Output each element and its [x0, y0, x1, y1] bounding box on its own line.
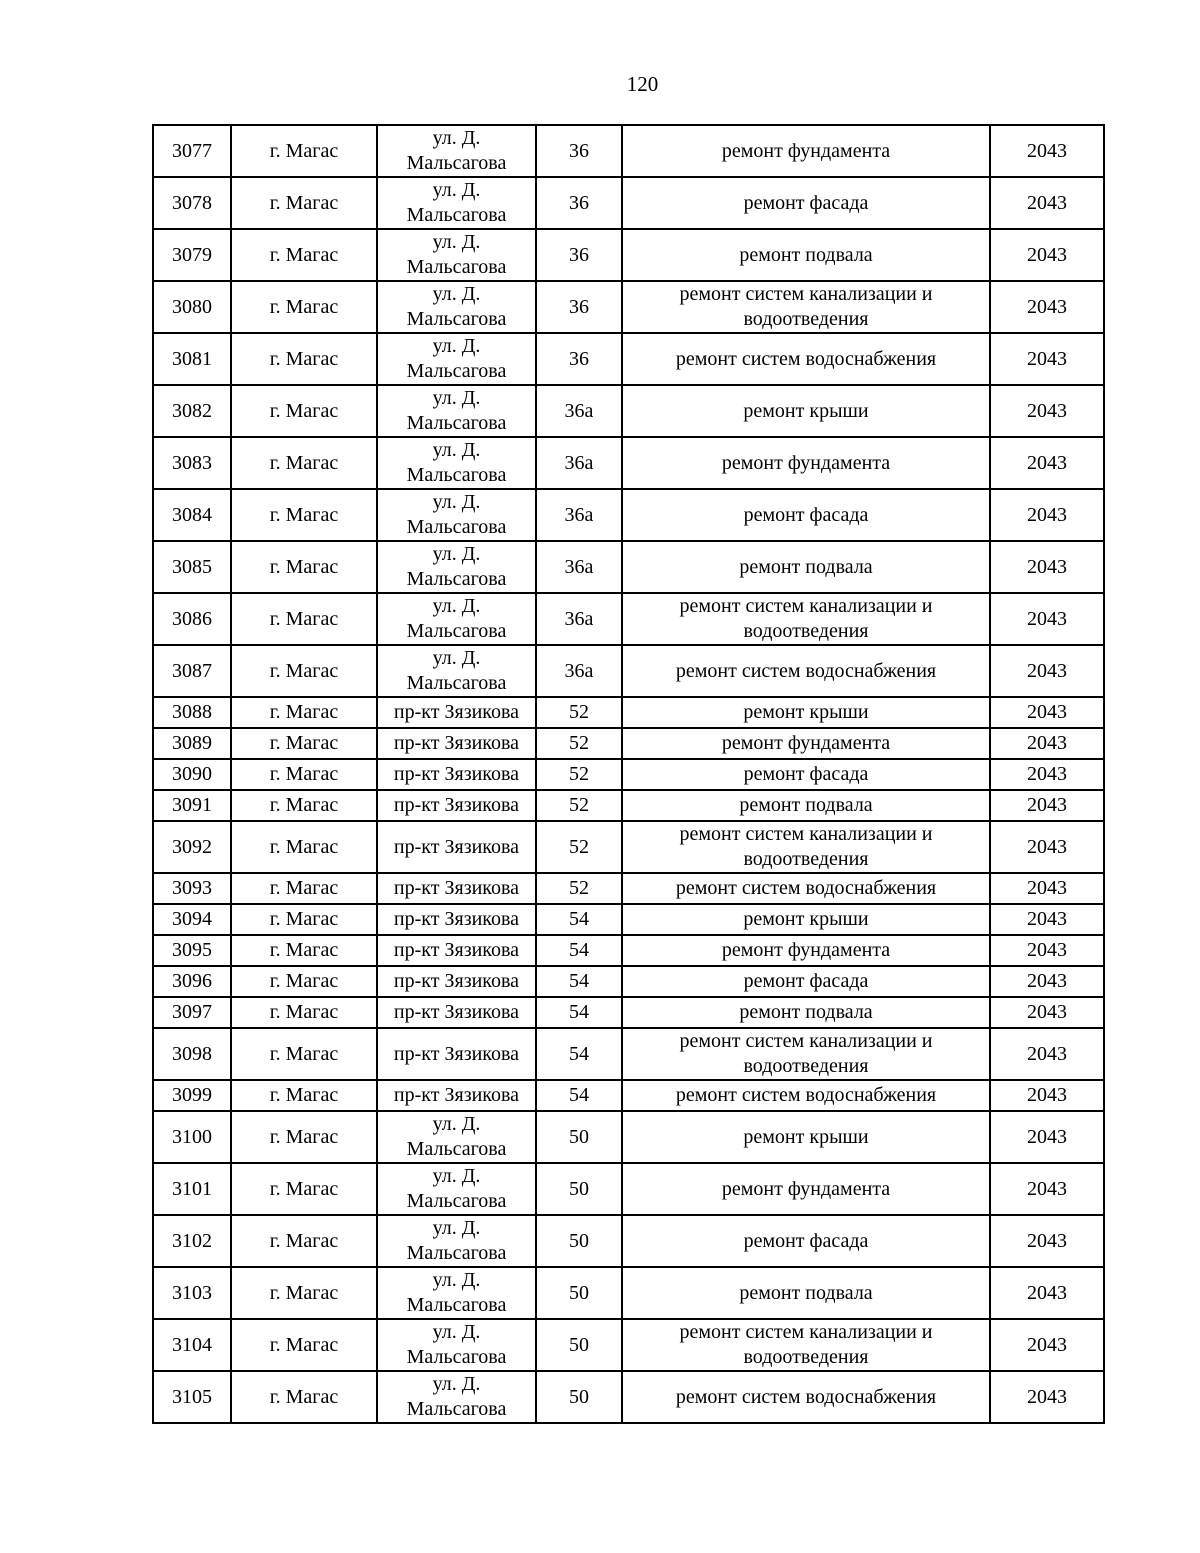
cell-number: 3086 [153, 593, 231, 645]
cell-year: 2043 [990, 1319, 1104, 1371]
table-row [153, 385, 1104, 437]
cell-number: 3105 [153, 1371, 231, 1423]
cell-year: 2043 [990, 1371, 1104, 1423]
cell-house: 36а [536, 593, 622, 645]
cell-work-type: ремонт фасада [622, 489, 990, 541]
cell-street: пр-кт Зязикова [377, 935, 536, 966]
cell-work-type: ремонт фундамента [622, 1163, 990, 1215]
cell-street: пр-кт Зязикова [377, 997, 536, 1028]
cell-year: 2043 [990, 821, 1104, 873]
cell-work-type: ремонт крыши [622, 1111, 990, 1163]
cell-street: ул. Д. Мальсагова [377, 645, 536, 697]
cell-year: 2043 [990, 645, 1104, 697]
cell-year: 2043 [990, 1267, 1104, 1319]
cell-number: 3103 [153, 1267, 231, 1319]
cell-number: 3097 [153, 997, 231, 1028]
cell-house: 54 [536, 997, 622, 1028]
cell-number: 3079 [153, 229, 231, 281]
page-number: 120 [626, 72, 659, 96]
cell-street: пр-кт Зязикова [377, 904, 536, 935]
table-row [153, 593, 1104, 645]
cell-street: ул. Д. Мальсагова [377, 1111, 536, 1163]
cell-house: 54 [536, 966, 622, 997]
cell-number: 3090 [153, 759, 231, 790]
table-row [153, 1163, 1104, 1215]
cell-work-type: ремонт фундамента [622, 728, 990, 759]
cell-work-type: ремонт систем водоснабжения [622, 333, 990, 385]
cell-year: 2043 [990, 790, 1104, 821]
cell-work-type: ремонт фасада [622, 1215, 990, 1267]
cell-number: 3089 [153, 728, 231, 759]
cell-year: 2043 [990, 593, 1104, 645]
cell-street: ул. Д. Мальсагова [377, 437, 536, 489]
cell-number: 3093 [153, 873, 231, 904]
table-row [153, 437, 1104, 489]
cell-year: 2043 [990, 437, 1104, 489]
cell-city: г. Магас [231, 1028, 377, 1080]
table-row [153, 821, 1104, 873]
cell-number: 3094 [153, 904, 231, 935]
cell-number: 3088 [153, 697, 231, 728]
cell-work-type: ремонт фундамента [622, 935, 990, 966]
cell-number: 3078 [153, 177, 231, 229]
cell-city: г. Магас [231, 385, 377, 437]
cell-city: г. Магас [231, 1267, 377, 1319]
cell-number: 3091 [153, 790, 231, 821]
cell-work-type: ремонт систем канализации и водоотведения [622, 821, 990, 873]
table-row [153, 997, 1104, 1028]
cell-city: г. Магас [231, 125, 377, 177]
cell-year: 2043 [990, 177, 1104, 229]
cell-number: 3096 [153, 966, 231, 997]
cell-number: 3100 [153, 1111, 231, 1163]
repair-works-table [152, 124, 1105, 1424]
cell-year: 2043 [990, 697, 1104, 728]
cell-street: пр-кт Зязикова [377, 1028, 536, 1080]
cell-house: 50 [536, 1371, 622, 1423]
table-row [153, 790, 1104, 821]
cell-house: 52 [536, 728, 622, 759]
cell-house: 50 [536, 1163, 622, 1215]
cell-street: ул. Д. Мальсагова [377, 541, 536, 593]
cell-city: г. Магас [231, 873, 377, 904]
cell-house: 50 [536, 1267, 622, 1319]
table-row [153, 759, 1104, 790]
cell-number: 3104 [153, 1319, 231, 1371]
table-row [153, 489, 1104, 541]
cell-work-type: ремонт подвала [622, 229, 990, 281]
cell-city: г. Магас [231, 935, 377, 966]
cell-year: 2043 [990, 1111, 1104, 1163]
cell-city: г. Магас [231, 281, 377, 333]
cell-work-type: ремонт подвала [622, 541, 990, 593]
cell-work-type: ремонт фасада [622, 759, 990, 790]
cell-year: 2043 [990, 125, 1104, 177]
cell-work-type: ремонт фундамента [622, 437, 990, 489]
cell-street: пр-кт Зязикова [377, 697, 536, 728]
cell-city: г. Магас [231, 541, 377, 593]
table-row [153, 645, 1104, 697]
cell-number: 3080 [153, 281, 231, 333]
cell-number: 3081 [153, 333, 231, 385]
cell-house: 36 [536, 333, 622, 385]
cell-number: 3087 [153, 645, 231, 697]
cell-city: г. Магас [231, 1080, 377, 1111]
table-row [153, 281, 1104, 333]
cell-house: 52 [536, 790, 622, 821]
cell-city: г. Магас [231, 489, 377, 541]
cell-house: 36а [536, 437, 622, 489]
cell-street: пр-кт Зязикова [377, 821, 536, 873]
table-row [153, 541, 1104, 593]
table-row [153, 1267, 1104, 1319]
cell-city: г. Магас [231, 697, 377, 728]
cell-number: 3098 [153, 1028, 231, 1080]
cell-street: пр-кт Зязикова [377, 873, 536, 904]
cell-number: 3092 [153, 821, 231, 873]
cell-house: 36а [536, 489, 622, 541]
cell-number: 3084 [153, 489, 231, 541]
cell-street: ул. Д. Мальсагова [377, 1163, 536, 1215]
cell-number: 3083 [153, 437, 231, 489]
cell-city: г. Магас [231, 821, 377, 873]
cell-work-type: ремонт систем водоснабжения [622, 645, 990, 697]
table-row [153, 728, 1104, 759]
cell-work-type: ремонт систем канализации и водоотведения [622, 281, 990, 333]
cell-city: г. Магас [231, 1371, 377, 1423]
cell-street: ул. Д. Мальсагова [377, 229, 536, 281]
cell-city: г. Магас [231, 790, 377, 821]
cell-work-type: ремонт подвала [622, 790, 990, 821]
cell-house: 50 [536, 1111, 622, 1163]
cell-house: 36 [536, 229, 622, 281]
cell-work-type: ремонт крыши [622, 385, 990, 437]
cell-house: 52 [536, 821, 622, 873]
cell-street: ул. Д. Мальсагова [377, 1319, 536, 1371]
cell-house: 54 [536, 1080, 622, 1111]
cell-house: 52 [536, 873, 622, 904]
cell-street: ул. Д. Мальсагова [377, 385, 536, 437]
table-row [153, 229, 1104, 281]
cell-work-type: ремонт подвала [622, 997, 990, 1028]
cell-house: 36 [536, 125, 622, 177]
cell-year: 2043 [990, 728, 1104, 759]
table-row [153, 966, 1104, 997]
cell-year: 2043 [990, 333, 1104, 385]
cell-work-type: ремонт подвала [622, 1267, 990, 1319]
cell-work-type: ремонт крыши [622, 697, 990, 728]
cell-work-type: ремонт фасада [622, 966, 990, 997]
cell-year: 2043 [990, 229, 1104, 281]
cell-house: 54 [536, 904, 622, 935]
cell-street: пр-кт Зязикова [377, 759, 536, 790]
cell-year: 2043 [990, 759, 1104, 790]
cell-street: ул. Д. Мальсагова [377, 125, 536, 177]
cell-city: г. Магас [231, 904, 377, 935]
cell-city: г. Магас [231, 177, 377, 229]
cell-work-type: ремонт фасада [622, 177, 990, 229]
cell-street: ул. Д. Мальсагова [377, 489, 536, 541]
cell-year: 2043 [990, 997, 1104, 1028]
cell-number: 3085 [153, 541, 231, 593]
cell-city: г. Магас [231, 1163, 377, 1215]
cell-street: ул. Д. Мальсагова [377, 1215, 536, 1267]
table-body [153, 125, 1104, 1423]
cell-city: г. Магас [231, 1319, 377, 1371]
table-row [153, 177, 1104, 229]
cell-street: пр-кт Зязикова [377, 728, 536, 759]
cell-street: ул. Д. Мальсагова [377, 1267, 536, 1319]
cell-year: 2043 [990, 489, 1104, 541]
cell-house: 54 [536, 935, 622, 966]
cell-city: г. Магас [231, 229, 377, 281]
cell-city: г. Магас [231, 1215, 377, 1267]
cell-work-type: ремонт фундамента [622, 125, 990, 177]
cell-house: 50 [536, 1319, 622, 1371]
cell-year: 2043 [990, 935, 1104, 966]
table-row [153, 1371, 1104, 1423]
cell-city: г. Магас [231, 759, 377, 790]
cell-house: 52 [536, 697, 622, 728]
cell-work-type: ремонт систем канализации и водоотведения [622, 1028, 990, 1080]
cell-city: г. Магас [231, 333, 377, 385]
cell-year: 2043 [990, 904, 1104, 935]
cell-work-type: ремонт систем водоснабжения [622, 1371, 990, 1423]
cell-work-type: ремонт систем канализации и водоотведения [622, 593, 990, 645]
cell-street: ул. Д. Мальсагова [377, 1371, 536, 1423]
cell-city: г. Магас [231, 1111, 377, 1163]
cell-city: г. Магас [231, 593, 377, 645]
cell-year: 2043 [990, 541, 1104, 593]
cell-work-type: ремонт крыши [622, 904, 990, 935]
cell-number: 3082 [153, 385, 231, 437]
cell-number: 3099 [153, 1080, 231, 1111]
cell-street: пр-кт Зязикова [377, 790, 536, 821]
cell-street: ул. Д. Мальсагова [377, 281, 536, 333]
table-row [153, 697, 1104, 728]
cell-year: 2043 [990, 1028, 1104, 1080]
cell-house: 50 [536, 1215, 622, 1267]
cell-year: 2043 [990, 385, 1104, 437]
cell-street: ул. Д. Мальсагова [377, 177, 536, 229]
cell-city: г. Магас [231, 966, 377, 997]
cell-street: пр-кт Зязикова [377, 1080, 536, 1111]
cell-house: 52 [536, 759, 622, 790]
table-row [153, 1028, 1104, 1080]
cell-work-type: ремонт систем водоснабжения [622, 873, 990, 904]
cell-house: 36а [536, 385, 622, 437]
cell-year: 2043 [990, 1080, 1104, 1111]
table-row [153, 1319, 1104, 1371]
table-row [153, 873, 1104, 904]
cell-street: ул. Д. Мальсагова [377, 593, 536, 645]
cell-year: 2043 [990, 873, 1104, 904]
cell-number: 3077 [153, 125, 231, 177]
cell-number: 3101 [153, 1163, 231, 1215]
table-row [153, 125, 1104, 177]
cell-house: 36а [536, 541, 622, 593]
cell-city: г. Магас [231, 997, 377, 1028]
cell-house: 36а [536, 645, 622, 697]
table-row [153, 1080, 1104, 1111]
cell-house: 36 [536, 281, 622, 333]
cell-number: 3102 [153, 1215, 231, 1267]
cell-city: г. Магас [231, 645, 377, 697]
cell-year: 2043 [990, 966, 1104, 997]
cell-house: 36 [536, 177, 622, 229]
cell-number: 3095 [153, 935, 231, 966]
table-row [153, 1215, 1104, 1267]
cell-city: г. Магас [231, 728, 377, 759]
cell-street: ул. Д. Мальсагова [377, 333, 536, 385]
table-row [153, 1111, 1104, 1163]
cell-city: г. Магас [231, 437, 377, 489]
cell-year: 2043 [990, 281, 1104, 333]
cell-year: 2043 [990, 1215, 1104, 1267]
cell-house: 54 [536, 1028, 622, 1080]
table-row [153, 904, 1104, 935]
cell-work-type: ремонт систем канализации и водоотведения [622, 1319, 990, 1371]
cell-year: 2043 [990, 1163, 1104, 1215]
table-row [153, 935, 1104, 966]
cell-street: пр-кт Зязикова [377, 966, 536, 997]
cell-work-type: ремонт систем водоснабжения [622, 1080, 990, 1111]
table-row [153, 333, 1104, 385]
